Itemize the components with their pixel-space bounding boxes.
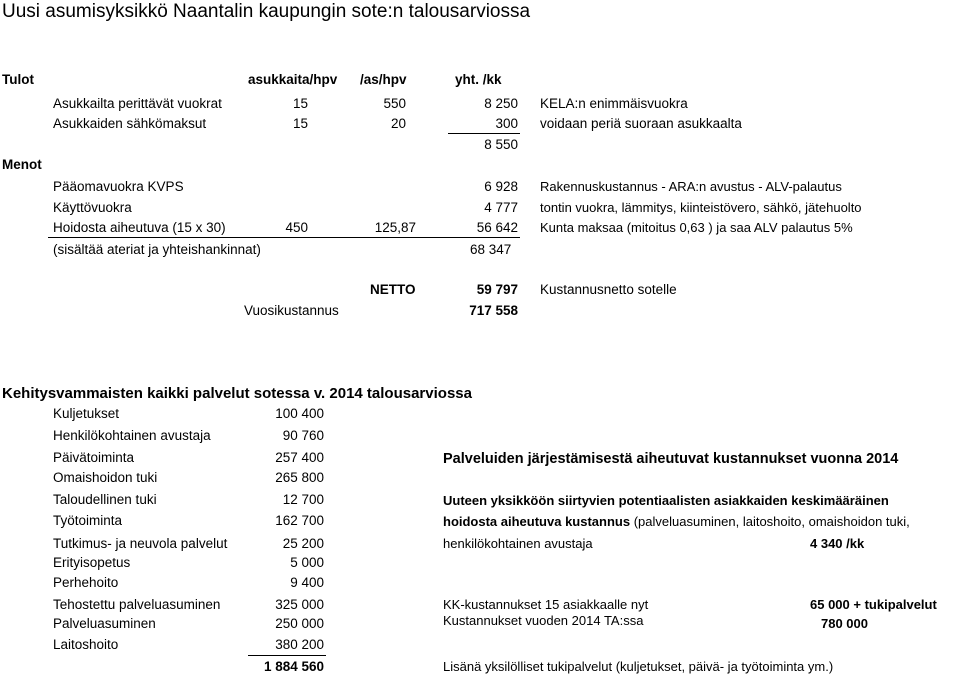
service-label: Henkilökohtainen avustaja	[53, 428, 211, 443]
row-label: Hoidosta aiheutuva (15 x 30)	[53, 220, 226, 235]
row-units: 450	[285, 220, 308, 235]
avg-line2-bold: hoidosta aiheutuva kustannus	[443, 514, 631, 529]
service-label: Palveluasuminen	[53, 616, 156, 631]
service-label: Työtoiminta	[53, 513, 123, 528]
services-total: 1 884 560	[263, 659, 324, 674]
header-per-hpv: /as/hpv	[360, 72, 407, 87]
header-units: asukkaita/hpv	[248, 72, 338, 87]
extra-note: Lisänä yksilölliset tukipalvelut (kuljetukset, päivä- ja työtoiminta ym.)	[443, 659, 834, 674]
service-label: Päivätoiminta	[53, 450, 135, 465]
row-note: Rakennuskustannus - ARA:n avustus - ALV-palautus	[540, 179, 842, 194]
subtotal-value: 68 347	[470, 242, 512, 257]
year-label: Kustannukset vuoden 2014 TA:ssa	[443, 613, 644, 628]
row-note: tontin vuokra, lämmitys, kiinteistövero, sähkö, jätehuolto	[540, 200, 862, 215]
tulot-label: Tulot	[2, 72, 34, 87]
header-total: yht. /kk	[455, 72, 502, 87]
service-label: Omaishoidon tuki	[53, 470, 158, 485]
row-label: Käyttövuokra	[53, 200, 132, 215]
row-total: 8 250	[484, 96, 518, 111]
row-note: Kunta maksaa (mitoitus 0,63 ) ja saa ALV palautus 5%	[540, 220, 853, 235]
row-per: 20	[390, 116, 406, 131]
service-value: 90 760	[282, 428, 324, 443]
row-units: 15	[292, 96, 308, 111]
right-heading: Palveluiden järjestämisestä aiheutuvat kustannukset vuonna 2014	[443, 451, 899, 467]
service-label: Kuljetukset	[53, 406, 120, 421]
subtotal-label: (sisältää ateriat ja yhteishankinnat)	[53, 242, 261, 257]
row-label: Asukkaiden sähkömaksut	[53, 116, 207, 131]
income-sum-rule	[448, 133, 520, 134]
service-value: 25 200	[282, 536, 324, 551]
service-value: 100 400	[275, 406, 324, 421]
row-total: 56 642	[476, 220, 518, 235]
page-title: Uusi asumisyksikkö Naantalin kaupungin sote:n talousarviossa	[2, 1, 531, 22]
income-total: 8 550	[484, 137, 518, 152]
year-value: 780 000	[821, 616, 868, 631]
service-label: Taloudellinen tuki	[53, 492, 157, 507]
row-note: KELA:n enimmäisvuokra	[540, 96, 688, 111]
service-value: 250 000	[275, 616, 324, 631]
avg-line2-rest: (palveluasuminen, laitoshoito, omaishoidon tuki,	[630, 514, 910, 529]
service-label: Perhehoito	[53, 575, 119, 590]
service-value: 257 400	[275, 450, 324, 465]
avg-line3: henkilökohtainen avustaja	[443, 536, 593, 551]
services-heading: Kehitysvammaisten kaikki palvelut sotessa v. 2014 talousarviossa	[2, 385, 472, 402]
service-label: Tutkimus- ja neuvola palvelut	[53, 536, 228, 551]
kk-value: 65 000 + tukipalvelut	[810, 597, 937, 612]
row-units: 15	[292, 116, 308, 131]
menot-label: Menot	[2, 157, 42, 172]
row-total: 300	[495, 116, 518, 131]
row-label: Asukkailta perittävät vuokrat	[53, 96, 222, 111]
netto-note: Kustannusnetto sotelle	[540, 282, 677, 297]
annual-value: 717 558	[469, 303, 518, 318]
expense-sum-rule	[48, 237, 520, 238]
avg-value: 4 340 /kk	[810, 536, 865, 551]
row-total: 6 928	[484, 179, 518, 194]
service-value: 12 700	[282, 492, 324, 507]
row-note: voidaan periä suoraan asukkaalta	[540, 116, 742, 131]
service-label: Tehostettu palveluasuminen	[53, 597, 221, 612]
service-value: 325 000	[275, 597, 324, 612]
row-per: 550	[383, 96, 406, 111]
services-sum-rule	[248, 655, 326, 656]
netto-value: 59 797	[476, 282, 518, 297]
service-label: Erityisopetus	[53, 555, 131, 570]
row-label: Pääomavuokra KVPS	[53, 179, 184, 194]
annual-label: Vuosikustannus	[244, 303, 339, 318]
service-value: 9 400	[290, 575, 324, 590]
service-value: 162 700	[275, 513, 324, 528]
service-value: 265 800	[275, 470, 324, 485]
row-per: 125,87	[374, 220, 416, 235]
service-value: 380 200	[275, 637, 324, 652]
service-value: 5 000	[290, 555, 324, 570]
avg-line2	[443, 514, 910, 530]
netto-label: NETTO	[370, 282, 416, 297]
avg-line1: Uuteen yksikköön siirtyvien potentiaalisten asiakkaiden keskimääräinen	[443, 493, 889, 508]
row-total: 4 777	[484, 200, 518, 215]
service-label: Laitoshoito	[53, 637, 119, 652]
kk-label: KK-kustannukset 15 asiakkaalle nyt	[443, 597, 649, 612]
